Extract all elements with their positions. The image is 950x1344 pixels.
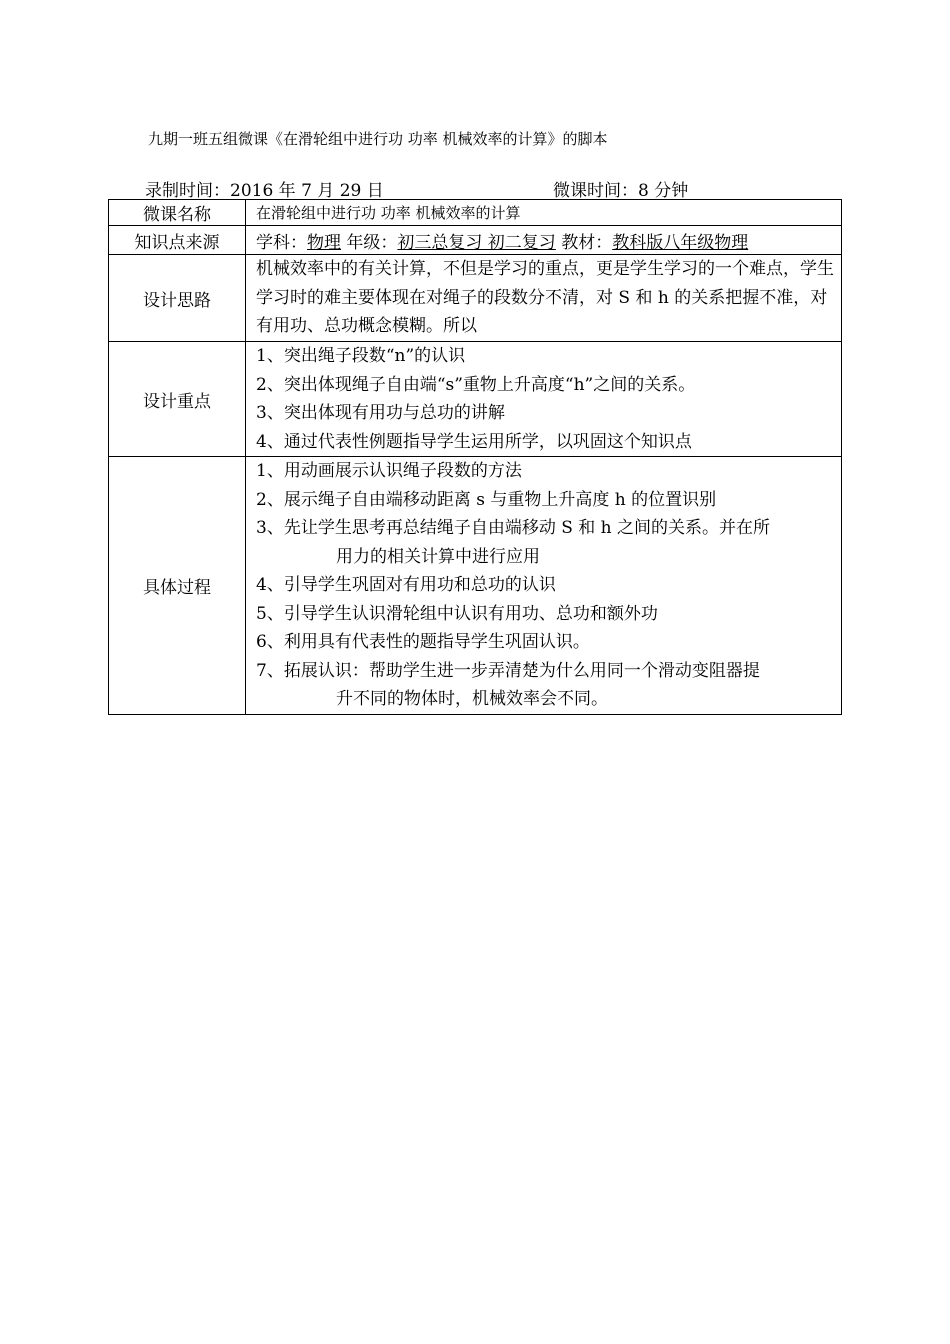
document-title: 九期一班五组微课《在滑轮组中进行功 功率 机械效率的计算》的脚本	[148, 130, 608, 148]
list-item: 3、先让学生思考再总结绳子自由端移动 S 和 h 之间的关系。并在所	[256, 518, 771, 538]
list-item: 2、突出体现绳子自由端“s”重物上升高度“h”之间的关系。	[256, 374, 696, 395]
list-item: 5、引导学生认识滑轮组中认识有用功、总功和额外功	[256, 603, 658, 624]
list-item: 1、突出绳子段数“n”的认识	[256, 346, 466, 366]
list-item: 7、拓展认识：帮助学生进一步弄清楚为什么用同一个滑动变阻器提	[256, 660, 760, 681]
list-item: 1、用动画展示认识绳子段数的方法	[256, 461, 522, 481]
source-label: 知识点来源	[109, 226, 246, 255]
name-label: 微课名称	[109, 200, 246, 226]
table-row	[109, 200, 842, 226]
list-item: 3、突出体现有用功与总功的讲解	[256, 403, 505, 423]
list-item-continuation: 升不同的物体时，机械效率会不同。	[336, 689, 608, 709]
record-time: 录制时间：2016 年 7 月 29 日	[145, 181, 384, 201]
grade-label: 年级：	[346, 232, 398, 253]
table-row	[109, 226, 842, 255]
list-item: 4、引导学生巩固对有用功和总功的认识	[256, 575, 556, 595]
list-item: 4、通过代表性例题指导学生运用所学，以巩固这个知识点	[256, 431, 692, 452]
table-row	[109, 342, 842, 457]
list-item: 2、展示绳子自由端移动距离 s 与重物上升高度 h 的位置识别	[256, 489, 717, 510]
name-value: 在滑轮组中进行功 功率 机械效率的计算	[246, 200, 842, 226]
process-list	[246, 457, 842, 715]
grade-value: 初三总复习 初二复习	[397, 232, 556, 253]
idea-label: 设计思路	[109, 255, 246, 342]
table-row	[109, 457, 842, 715]
idea-text: 机械效率中的有关计算，不但是学习的重点，更是学生学习的一个难点，学生学习时的难主要体现在对绳子的段数分不清，对 S 和 h 的关系把握不准，对有用功、总功概念模糊。所以	[246, 255, 842, 342]
subject-label: 学科：	[256, 232, 307, 253]
source-value	[246, 226, 842, 255]
list-item: 6、利用具有代表性的题指导学生巩固认识。	[256, 632, 590, 652]
textbook-label: 教材：	[561, 232, 613, 253]
table-row	[109, 255, 842, 342]
lesson-duration: 微课时间：8 分钟	[553, 181, 689, 201]
list-item-continuation: 用力的相关计算中进行应用	[336, 546, 540, 567]
script-table	[108, 199, 842, 715]
subject-value: 物理	[307, 232, 341, 253]
focus-list	[246, 342, 842, 457]
focus-label: 设计重点	[109, 342, 246, 457]
textbook-value: 教科版八年级物理	[612, 232, 749, 253]
process-label: 具体过程	[109, 457, 246, 715]
